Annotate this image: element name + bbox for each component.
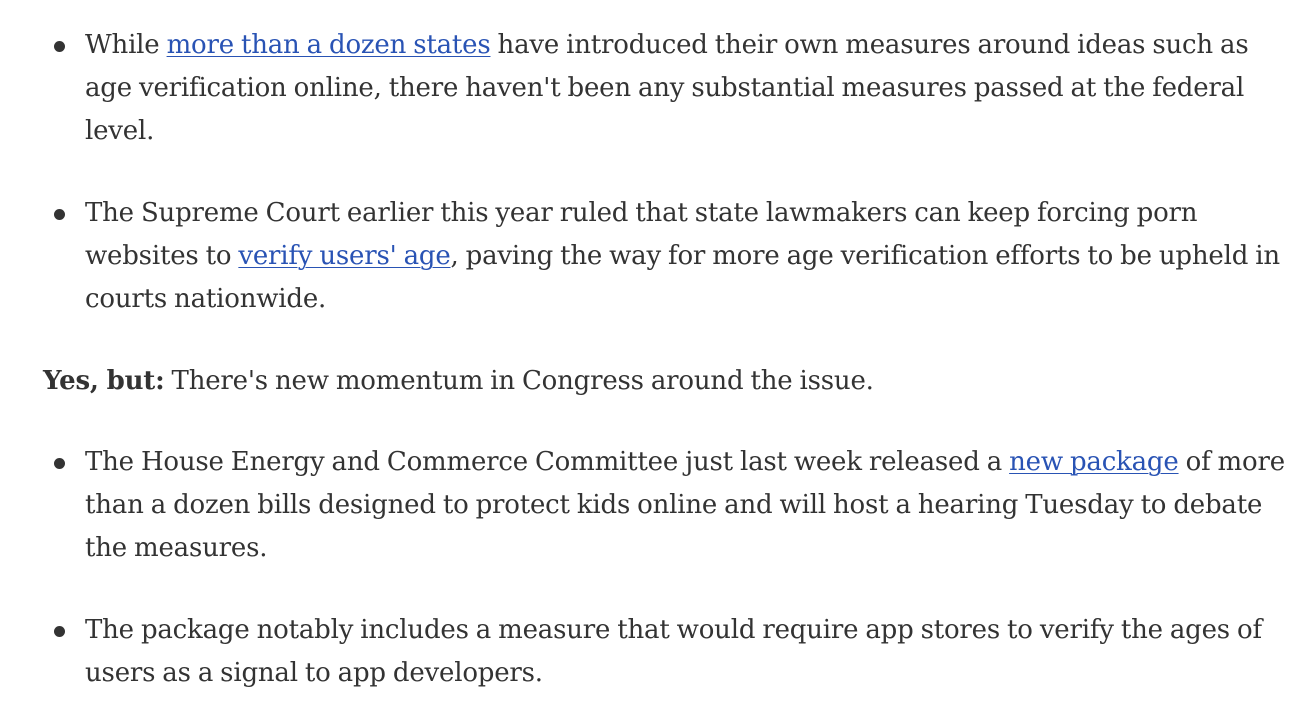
bullet-text: The package notably includes a measure that would require app stores to verify the ages of users as a signal to app developers. [85, 615, 1262, 688]
bullet-icon [54, 458, 65, 469]
list-item [85, 192, 1300, 321]
list-item [85, 441, 1300, 570]
bullet-text-before: While [85, 30, 167, 60]
yes-but-label: Yes, but: [43, 366, 165, 396]
bullet-text-before: The Supreme Court earlier this year ruled that state lawmakers can keep forcing porn websites to [85, 198, 1198, 271]
bullet-text-after: have introduced their own measures around ideas such as age verification online, there haven't been any substantial measures passed at the federal level. [85, 30, 1249, 146]
bullet-text-before: The House Energy and Commerce Committee just last week released a [85, 447, 1010, 477]
yes-but-paragraph [43, 360, 1303, 403]
link-more-than-a-dozen-states[interactable]: more than a dozen states [166, 30, 491, 60]
bullet-icon [54, 209, 65, 220]
list-item [85, 609, 1300, 695]
bullet-icon [54, 626, 65, 637]
bullet-text-after: , paving the way for more age verification efforts to be upheld in courts nationwide. [85, 241, 1280, 314]
bullet-icon [54, 41, 65, 52]
yes-but-text: There's new momentum in Congress around the issue. [164, 366, 874, 396]
link-new-package[interactable]: new package [1009, 447, 1179, 477]
bullet-text-after: of more than a dozen bills designed to protect kids online and will host a hearing Tuesday to debate the measures. [85, 447, 1285, 563]
link-verify-users-age[interactable]: verify users' age [238, 241, 451, 271]
list-item [85, 24, 1300, 153]
